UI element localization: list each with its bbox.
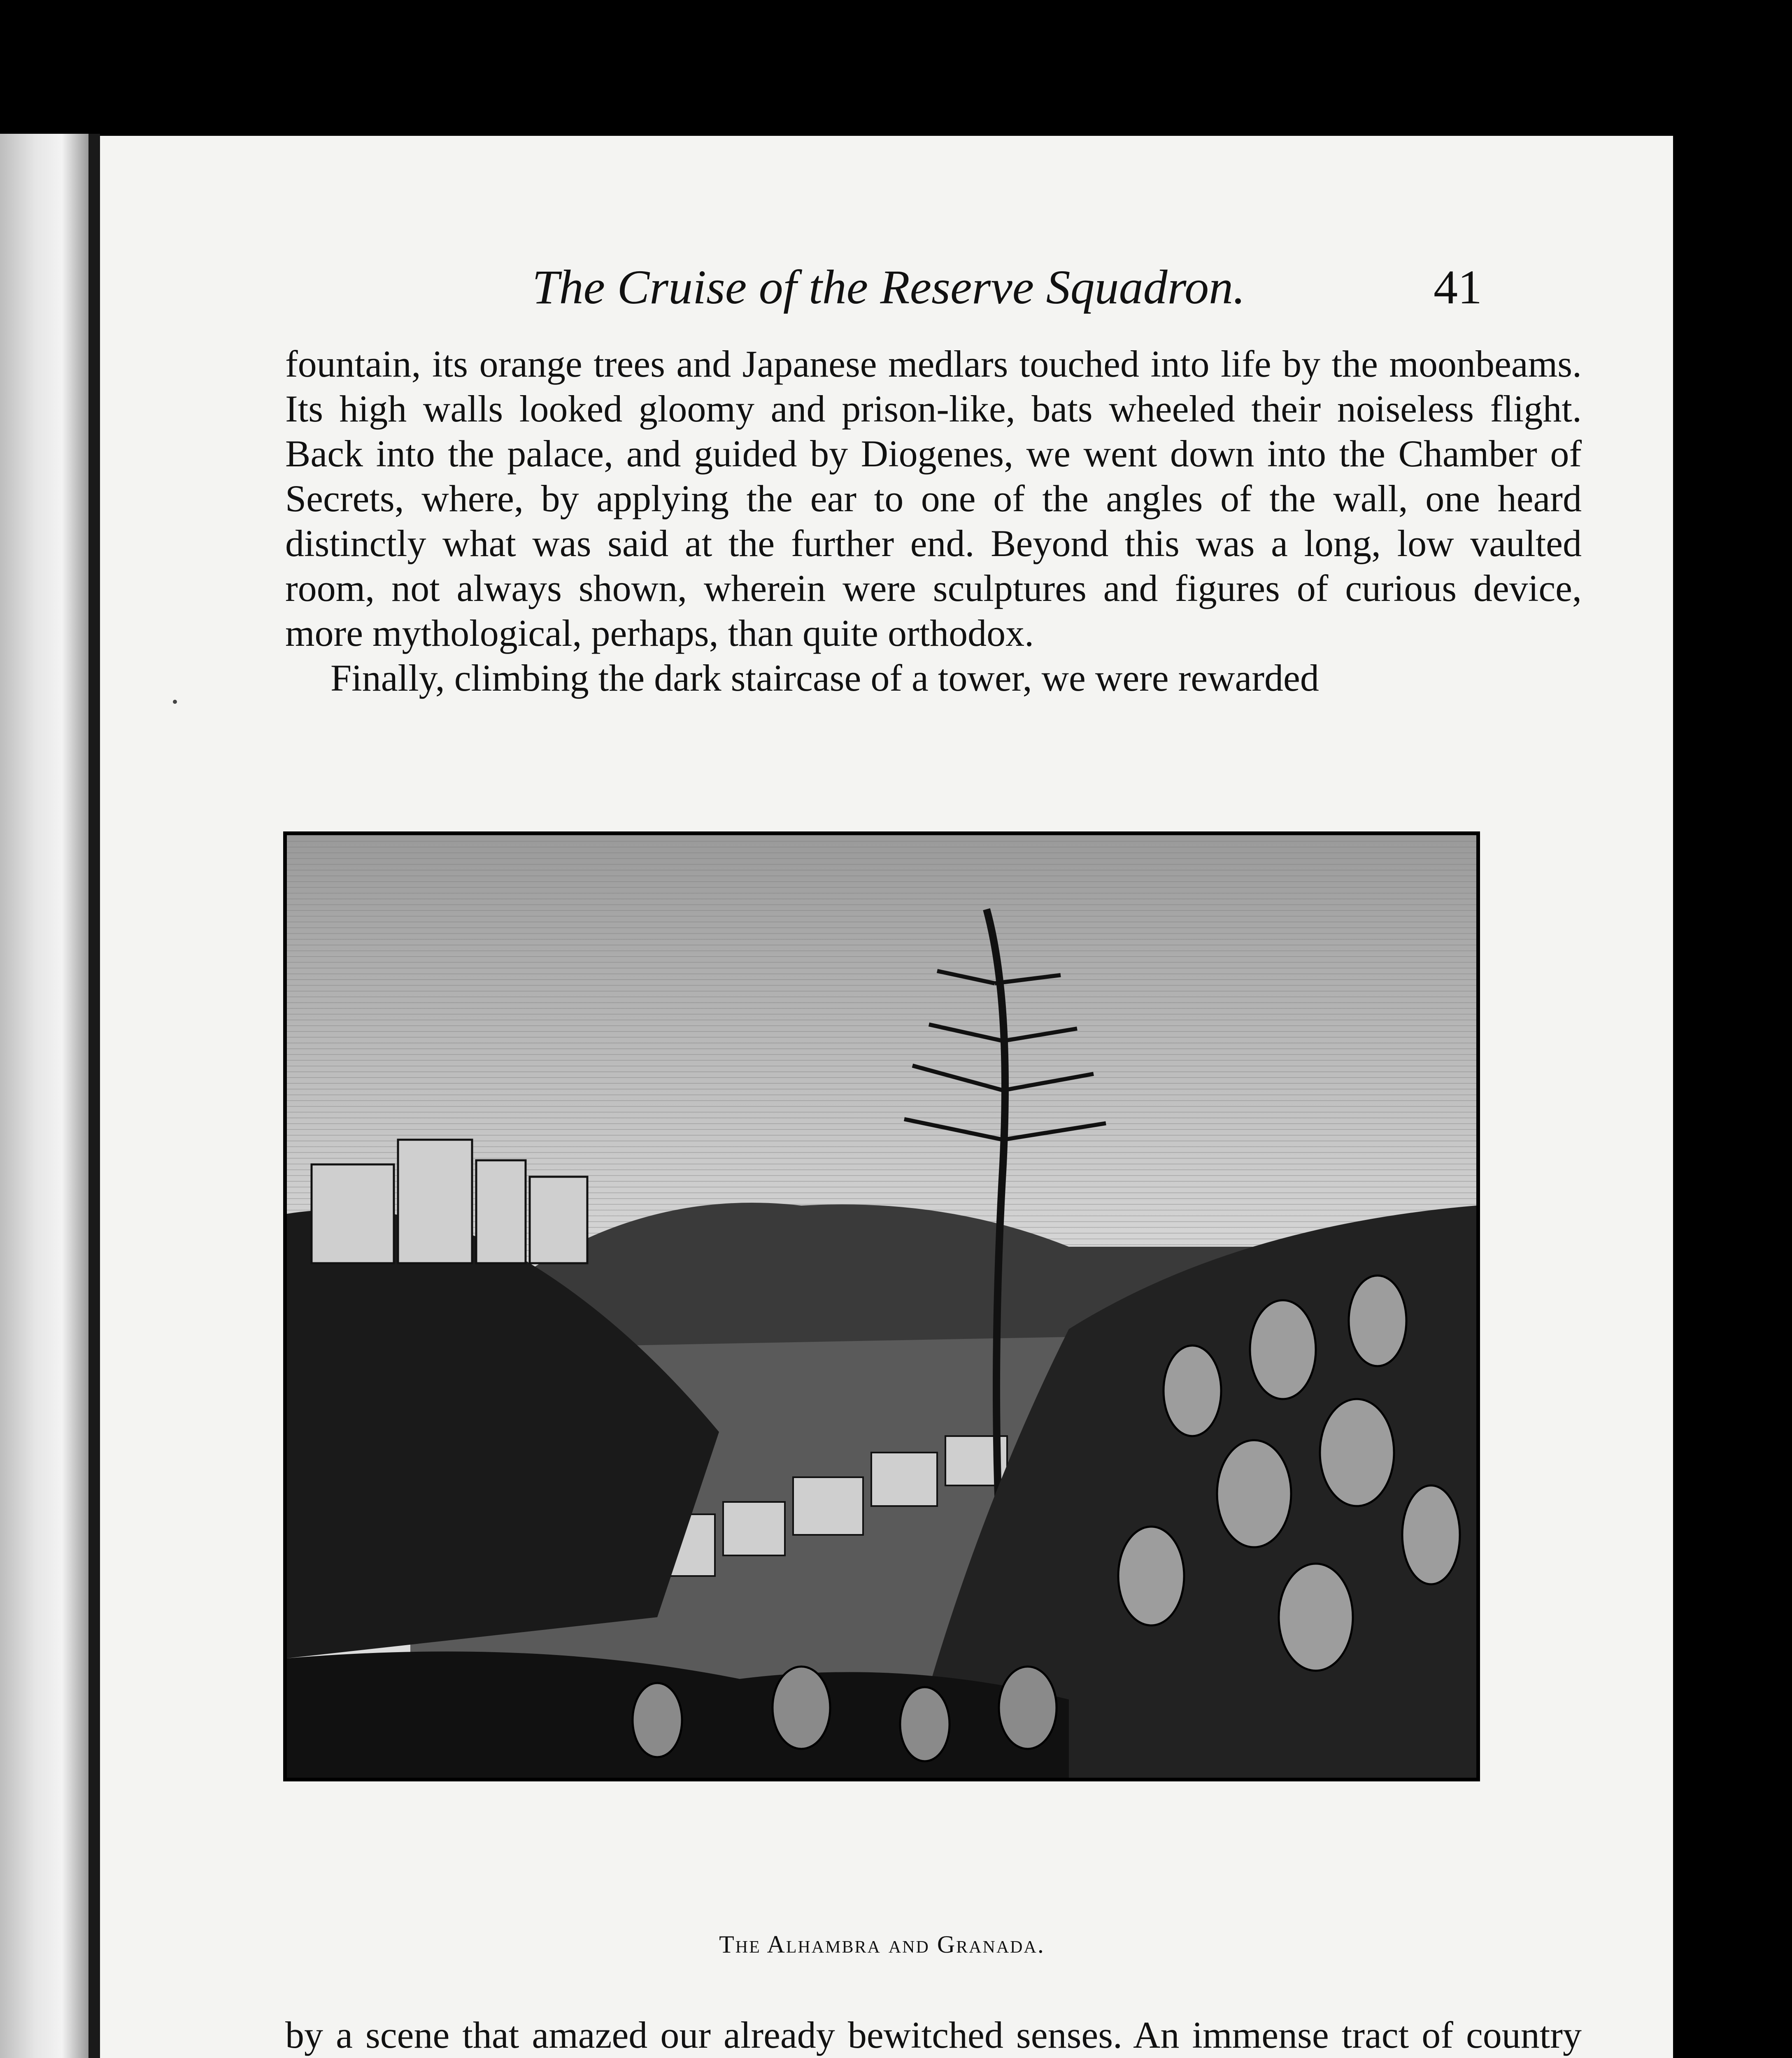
figure-caption: The Alhambra and Granada. [719, 1931, 1045, 1958]
engraving-illustration [287, 835, 1476, 1778]
body-text-top [285, 342, 1582, 701]
previous-page-edge [0, 134, 88, 2058]
paragraph: by a scene that amazed our already bewitched senses. An immense tract of country [285, 2014, 1582, 2056]
book-gutter [88, 134, 100, 2058]
paragraph: fountain, its orange trees and Japanese medlars touched into life by the moonbeams. Its high walls looked gloomy and prison-like, bats wheeled their noiseless flight. Back into the palace, and guided by Diogenes, we went down into the Chamber of Secrets, where, by applying the ear to one of the angles of the wall, one heard distinctly what was said at the further end. Beyond this was a long, low vaulted room, not always shown, wherein were sculptures and figures of curious device, more mythological, perhaps, than quite orthodox. [285, 343, 1582, 654]
paragraph: Finally, climbing the dark staircase of a tower, we were rewarded [330, 657, 1319, 699]
body-text-bottom [285, 2013, 1582, 2058]
illustration-alhambra [283, 831, 1480, 1781]
page-number: 41 [1434, 260, 1482, 314]
running-title: The Cruise of the Reserve Squadron. [532, 260, 1245, 314]
scan-speck [173, 700, 177, 704]
book-page [100, 136, 1673, 2058]
page-header [100, 255, 1673, 325]
